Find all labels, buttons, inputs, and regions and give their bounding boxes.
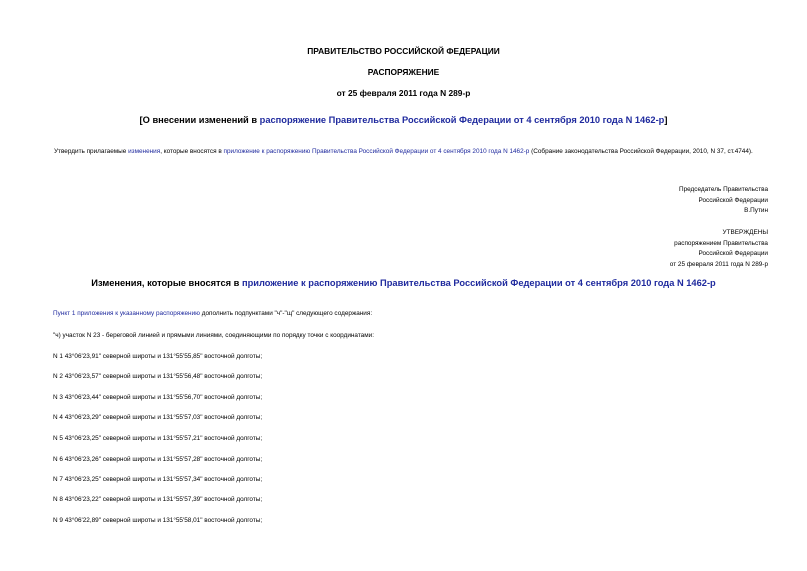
approved-line-3: Российской Федерации (698, 250, 768, 257)
signature-line-2: Российской Федерации (698, 196, 768, 204)
coordinate-line: N 1 43°06'23,91" северной широты и 131°55'55,85" восточной долготы; (53, 353, 263, 360)
coordinate-line: N 6 43°06'23,26" северной широты и 131°55'57,28" восточной долготы; (53, 456, 263, 463)
org-heading: ПРАВИТЕЛЬСТВО РОССИЙСКОЙ ФЕДЕРАЦИИ (307, 46, 500, 56)
item-1-link[interactable]: Пункт 1 приложения к указанному распоряжению (53, 310, 200, 317)
intro-paragraph (40, 147, 768, 157)
document-title (0, 115, 807, 125)
coordinate-line: N 7 43°06'23,25" северной широты и 131°55'57,34" восточной долготы; (53, 476, 263, 483)
coordinate-line: N 5 43°06'23,25" северной широты и 131°55'57,21" восточной долготы; (53, 435, 263, 442)
title-suffix: ] (664, 115, 668, 125)
signature-line-1: Председатель Правительства (679, 186, 768, 193)
coordinate-line: N 2 43°06'23,57" северной широты и 131°55'56,48" восточной долготы; (53, 373, 263, 380)
changes-title-link[interactable]: приложение к распоряжению Правительства Российской Федерации от 4 сентября 2010 года N 1462-р (241, 278, 716, 288)
coordinate-line: N 3 43°06'23,44" северной широты и 131°55'56,70" восточной долготы; (53, 394, 263, 401)
appendix-link[interactable]: приложение к распоряжению Правительства Российской Федерации от 4 сентября 2010 года N 1462-р (223, 148, 530, 155)
changes-title-text: Изменения, которые вносятся в (91, 278, 242, 288)
approved-line-4: от 25 февраля 2011 года N 289-р (669, 260, 768, 268)
intro-text-1: Утвердить прилагаемые (54, 148, 129, 155)
title-link[interactable]: распоряжение Правительства Российской Федерации от 4 сентября 2010 года N 1462-р (259, 115, 665, 125)
subpoint-ch: "ч) участок N 23 - береговой линией и прямыми линиями, соединяющими по порядку точки с координатами: (53, 332, 374, 339)
coordinate-line: N 4 43°06'23,29" северной широты и 131°55'57,03" восточной долготы; (53, 414, 263, 421)
item-1-text: дополнить подпунктами "ч"-"щ" следующего содержания: (199, 310, 373, 317)
doc-type-heading: РАСПОРЯЖЕНИЕ (367, 67, 440, 77)
approved-line-2: распоряжением Правительства (674, 239, 768, 247)
signature-line-3: В.Путин (744, 207, 768, 214)
date-number-heading: от 25 февраля 2011 года N 289-р (336, 88, 471, 98)
item-1-paragraph (53, 310, 372, 317)
intro-text-2: , которые вносятся в (160, 148, 224, 155)
changes-title (0, 278, 807, 288)
intro-text-3: (Собрание законодательства Российской Федерации, 2010, N 37, ст.4744). (529, 148, 753, 155)
changes-link[interactable]: изменения (128, 148, 161, 155)
approved-line-1: УТВЕРЖДЕНЫ (722, 229, 768, 236)
title-prefix: [О внесении изменений в (139, 115, 260, 125)
signature-block (679, 185, 768, 217)
coordinate-line: N 9 43°06'22,89" северной широты и 131°55'58,01" восточной долготы; (53, 517, 263, 524)
coordinate-line: N 8 43°06'23,22" северной широты и 131°55'57,39" восточной долготы; (53, 496, 263, 503)
approved-block (670, 228, 768, 270)
